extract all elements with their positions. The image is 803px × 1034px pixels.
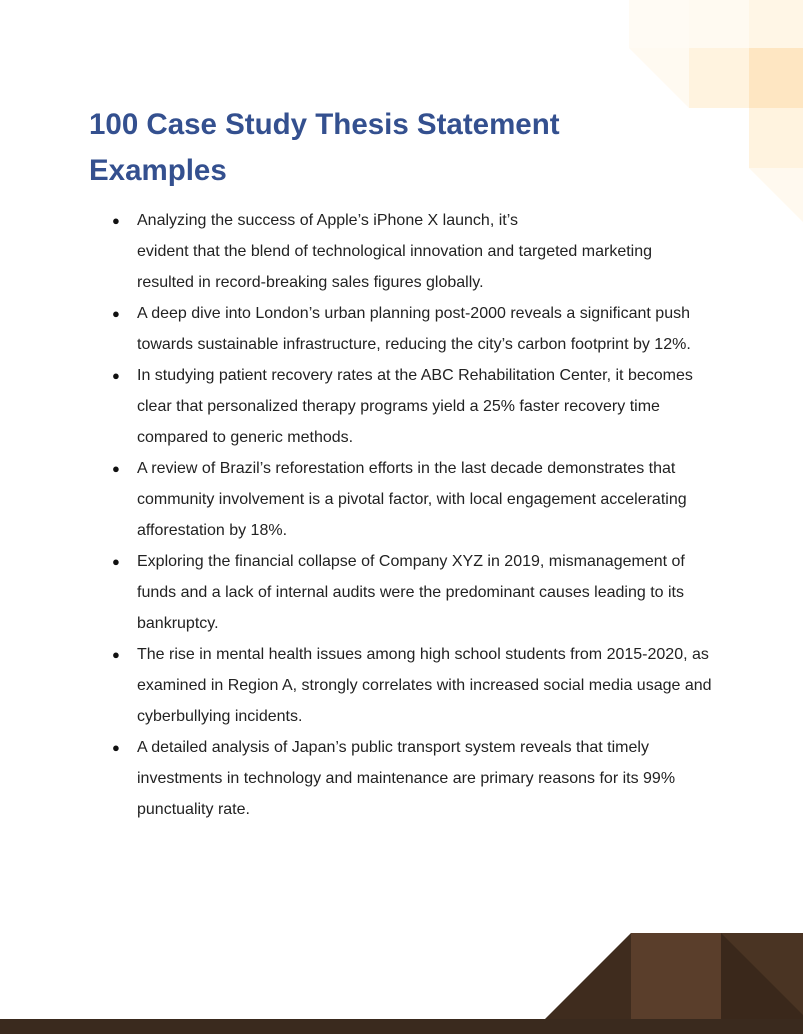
list-item [0,639,803,732]
text-line: A deep dive into London’s urban planning post-2000 reveals a significant push [137,305,690,322]
text-line: cyberbullying incidents. [137,708,303,725]
bullet-marker: ● [112,554,120,569]
title-line: 100 Case Study Thesis Statement [89,108,560,141]
text-line: community involvement is a pivotal factor, with local engagement accelerating [137,491,687,508]
list-item [0,360,803,453]
bottom-border-bar [0,1019,803,1034]
list-item [0,546,803,639]
text-line: funds and a lack of internal audits were the predominant causes leading to its [137,584,684,601]
list-item-text [137,639,722,732]
bullet-marker: ● [112,213,120,228]
list-item-text [137,205,722,298]
text-line: bankruptcy. [137,615,219,632]
list-item-text [137,546,722,639]
text-line: In studying patient recovery rates at the ABC Rehabilitation Center, it becomes [137,367,693,384]
text-line: punctuality rate. [137,801,250,818]
bullet-marker: ● [112,368,120,383]
text-line: resulted in record-breaking sales figures globally. [137,274,484,291]
list-item [0,298,803,360]
list-item [0,205,803,298]
bullet-marker: ● [112,461,120,476]
list-item-text [137,360,722,453]
text-line: A detailed analysis of Japan’s public transport system reveals that timely [137,739,649,756]
bullet-marker: ● [112,740,120,755]
text-line: examined in Region A, strongly correlates with increased social media usage and [137,677,712,694]
text-line: Analyzing the success of Apple’s iPhone X launch, it’s [137,212,518,229]
list-item-text [137,732,722,825]
text-line: investments in technology and maintenance are primary reasons for its 99% [137,770,676,787]
list-item [0,453,803,546]
text-line: towards sustainable infrastructure, reducing the city’s carbon footprint by 12%. [137,336,691,353]
text-line: afforestation by 18%. [137,522,288,539]
text-line: clear that personalized therapy programs yield a 25% faster recovery time [137,398,660,415]
text-line: A review of Brazil’s reforestation efforts in the last decade demonstrates that [137,460,676,477]
list-item [0,732,803,825]
title-line: Examples [89,154,227,187]
thesis-examples-list [0,205,803,825]
bullet-marker: ● [112,647,120,662]
text-line: The rise in mental health issues among high school students from 2015-2020, as [137,646,709,663]
text-line: Exploring the financial collapse of Company XYZ in 2019, mismanagement of [137,553,685,570]
text-line: compared to generic methods. [137,429,354,446]
list-item-text [137,453,722,546]
list-item-text [137,298,722,360]
bottom-right-corner-pattern [545,933,803,1019]
document-title [89,102,689,194]
bullet-marker: ● [112,306,120,321]
text-line: evident that the blend of technological innovation and targeted marketing [137,243,653,260]
